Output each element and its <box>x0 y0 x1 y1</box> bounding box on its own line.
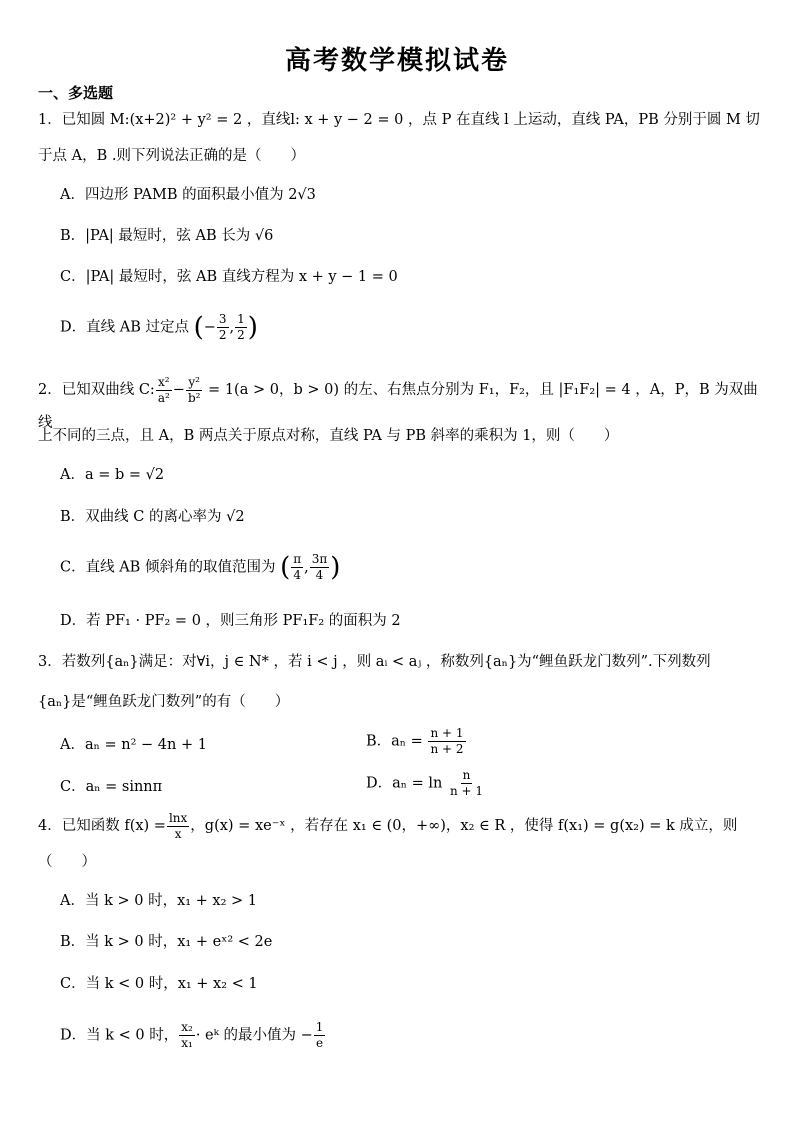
question-4-option-c: C．当 k < 0 时，x₁ + x₂ < 1 <box>60 976 258 992</box>
point-x-fraction: $\frac{3}{2}$ <box>218 312 227 342</box>
question-2-stem-line1: 2．已知双曲线 C: $\frac{\text{x²}}{\text{a²}}$ − $\frac{\text{y²}}{\text{b²}}$ = 1(a > 0，b > 0) 的左、右焦点分别为 F₁，F₂，且 |F₁F₂| = 4 ，A，P，B 为双曲线 <box>38 374 758 431</box>
question-1-stem-line1: 1．已知圆 M:(x+2)² + y² = 2 ，直线l: x + y − 2 = 0 ，点 P 在直线 l 上运动，直线 PA，PB 分别于圆 M 切 <box>38 112 760 128</box>
section-heading: 一、多选题 <box>38 84 114 102</box>
point-y-fraction: $\frac{1}{2}$ <box>237 312 245 342</box>
question-2-option-a: A．a = b = √2 <box>60 467 165 483</box>
question-1-option-b: B．|PA| 最短时，弦 AB 长为 √6 <box>60 228 274 244</box>
question-1-option-d: D．直线 AB 过定点 (− $\frac{3}{2}$ , $\frac{1}{2}$ ) <box>60 312 258 343</box>
question-3-stem-line1: 3．若数列{aₙ}满足：对∀i，j ∈ N* ，若 i < j ，则 aᵢ < aⱼ ，称数列{aₙ}为“鲤鱼跃龙门数列”.下列数列 <box>38 654 711 670</box>
option-d-label: D．直线 AB 过定点 <box>60 319 189 336</box>
question-3-option-c: C．aₙ = sinnπ <box>60 779 163 795</box>
question-2-option-d: D．若 PF₁ · PF₂ = 0 ，则三角形 PF₁F₂ 的面积为 2 <box>60 613 401 629</box>
question-1-stem-line2: 于点 A，B .则下列说法正确的是（ ） <box>38 148 305 164</box>
question-3-option-a: A．aₙ = n² − 4n + 1 <box>60 737 207 753</box>
question-3-option-d: D．aₙ = ln $\frac{n}{n + 1}$ <box>366 768 484 798</box>
question-3-option-b: B．aₙ = $\frac{n + 1}{n + 2}$ <box>366 726 464 756</box>
question-4-stem-line1: 4．已知函数 f(x) = $\frac{\ln x}{x}$ ，g(x) = xe⁻ˣ ，若存在 x₁ ∈ (0，+∞)，x₂ ∈ R ，使得 f(x₁) = g(x₂) = k 成立，则 <box>38 810 738 841</box>
page-title: 高考数学模拟试卷 <box>284 46 509 76</box>
question-4-stem-line2: （ ） <box>38 854 96 870</box>
question-2-option-c: C．直线 AB 倾斜角的取值范围为 ( $\frac{\pi}{4}$ , $\frac{3\pi}{4}$ ) <box>60 552 341 583</box>
question-4-option-b: B．当 k > 0 时，x₁ + eˣ² < 2e <box>60 934 273 950</box>
question-2-stem-line2: 上不同的三点，且 A，B 两点关于原点对称，直线 PA 与 PB 斜率的乘积为 1，则（ ） <box>38 428 619 444</box>
question-1-option-c: C．|PA| 最短时，弦 AB 直线方程为 x + y − 1 = 0 <box>60 269 398 285</box>
question-3-stem-line2: {aₙ}是“鲤鱼跃龙门数列”的有（ ） <box>38 694 290 710</box>
question-1-option-a: A．四边形 PAMB 的面积最小值为 2√3 <box>60 187 316 203</box>
question-4-option-d: D．当 k < 0 时， $\frac{\text{x₂}}{\text{x₁}}$ · eᵏ 的最小值为 − $\frac{1}{e}$ <box>60 1020 324 1050</box>
question-4-option-a: A．当 k > 0 时，x₁ + x₂ > 1 <box>60 893 258 909</box>
question-2-option-b: B．双曲线 C 的离心率为 √2 <box>60 509 245 525</box>
